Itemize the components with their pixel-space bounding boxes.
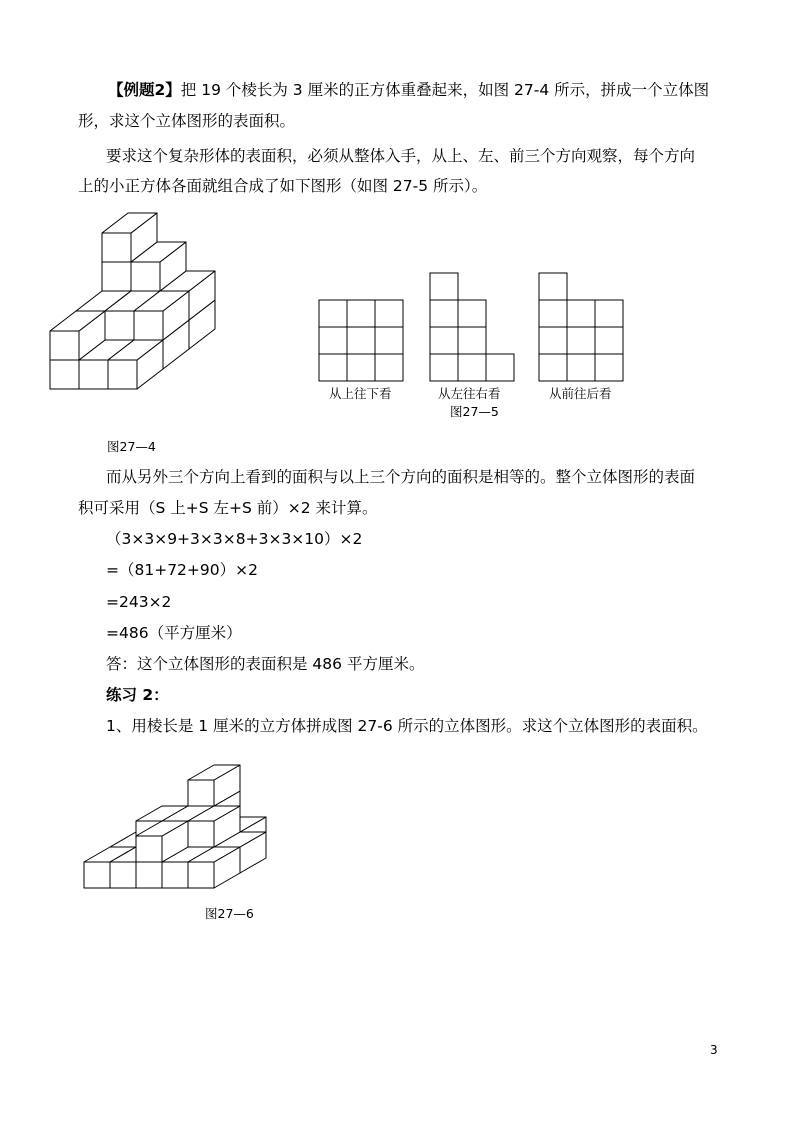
solution-line-2: 积可采用（S 上+S 左+S 前）×2 来计算。 (78, 499, 378, 517)
figure-27-4-caption: 图27—4 (107, 439, 156, 454)
exercise-question-1: 1、用棱长是 1 厘米的立方体拼成图 27-6 所示的立体图形。求这个立体图形的表面积。 (106, 717, 708, 735)
view-front-label: 从前往后看 (549, 386, 612, 401)
calc-line-2: =（81+72+90）×2 (106, 561, 258, 579)
exercise-title: 练习 2： (106, 686, 169, 704)
answer-line: 答：这个立体图形的表面积是 486 平方厘米。 (106, 655, 425, 673)
cube-face-front (84, 862, 110, 888)
example-text: 把 19 个棱长为 3 厘米的正方体重叠起来，如图 27-4 所示，拼成一个立体图 (180, 81, 710, 99)
cube-face-front (188, 862, 214, 888)
cube-face-front (136, 836, 162, 862)
example-label: 【例题2】 (108, 81, 181, 99)
cube-face-front (110, 862, 136, 888)
page-number: 3 (710, 1043, 718, 1057)
cube-face-front (162, 862, 188, 888)
view-left-label: 从左往右看 (438, 386, 501, 401)
calc-line-3: =243×2 (106, 593, 172, 611)
calc-line-4: =486（平方厘米） (106, 624, 242, 642)
calc-line-1: （3×3×9+3×3×8+3×3×10）×2 (106, 530, 363, 548)
figure-27-5-caption: 图27—5 (450, 404, 499, 419)
example-line-2: 形，求这个立体图形的表面积。 (78, 112, 296, 130)
example-line-4: 上的小正方体各面就组合成了如下图形（如图 27-5 所示）。 (78, 177, 488, 195)
cube-face-front (188, 780, 214, 806)
cube-face-front (188, 821, 214, 847)
cube-face-front (136, 862, 162, 888)
view-top-label: 从上往下看 (329, 386, 392, 401)
example-line-3: 要求这个复杂形体的表面积，必须从整体入手，从上、左、前三个方向观察，每个方向 (106, 147, 696, 165)
solution-line-1: 而从另外三个方向上看到的面积与以上三个方向的面积是相等的。整个立体图形的表面 (106, 468, 696, 486)
figure-27-6-caption: 图27—6 (205, 906, 254, 921)
